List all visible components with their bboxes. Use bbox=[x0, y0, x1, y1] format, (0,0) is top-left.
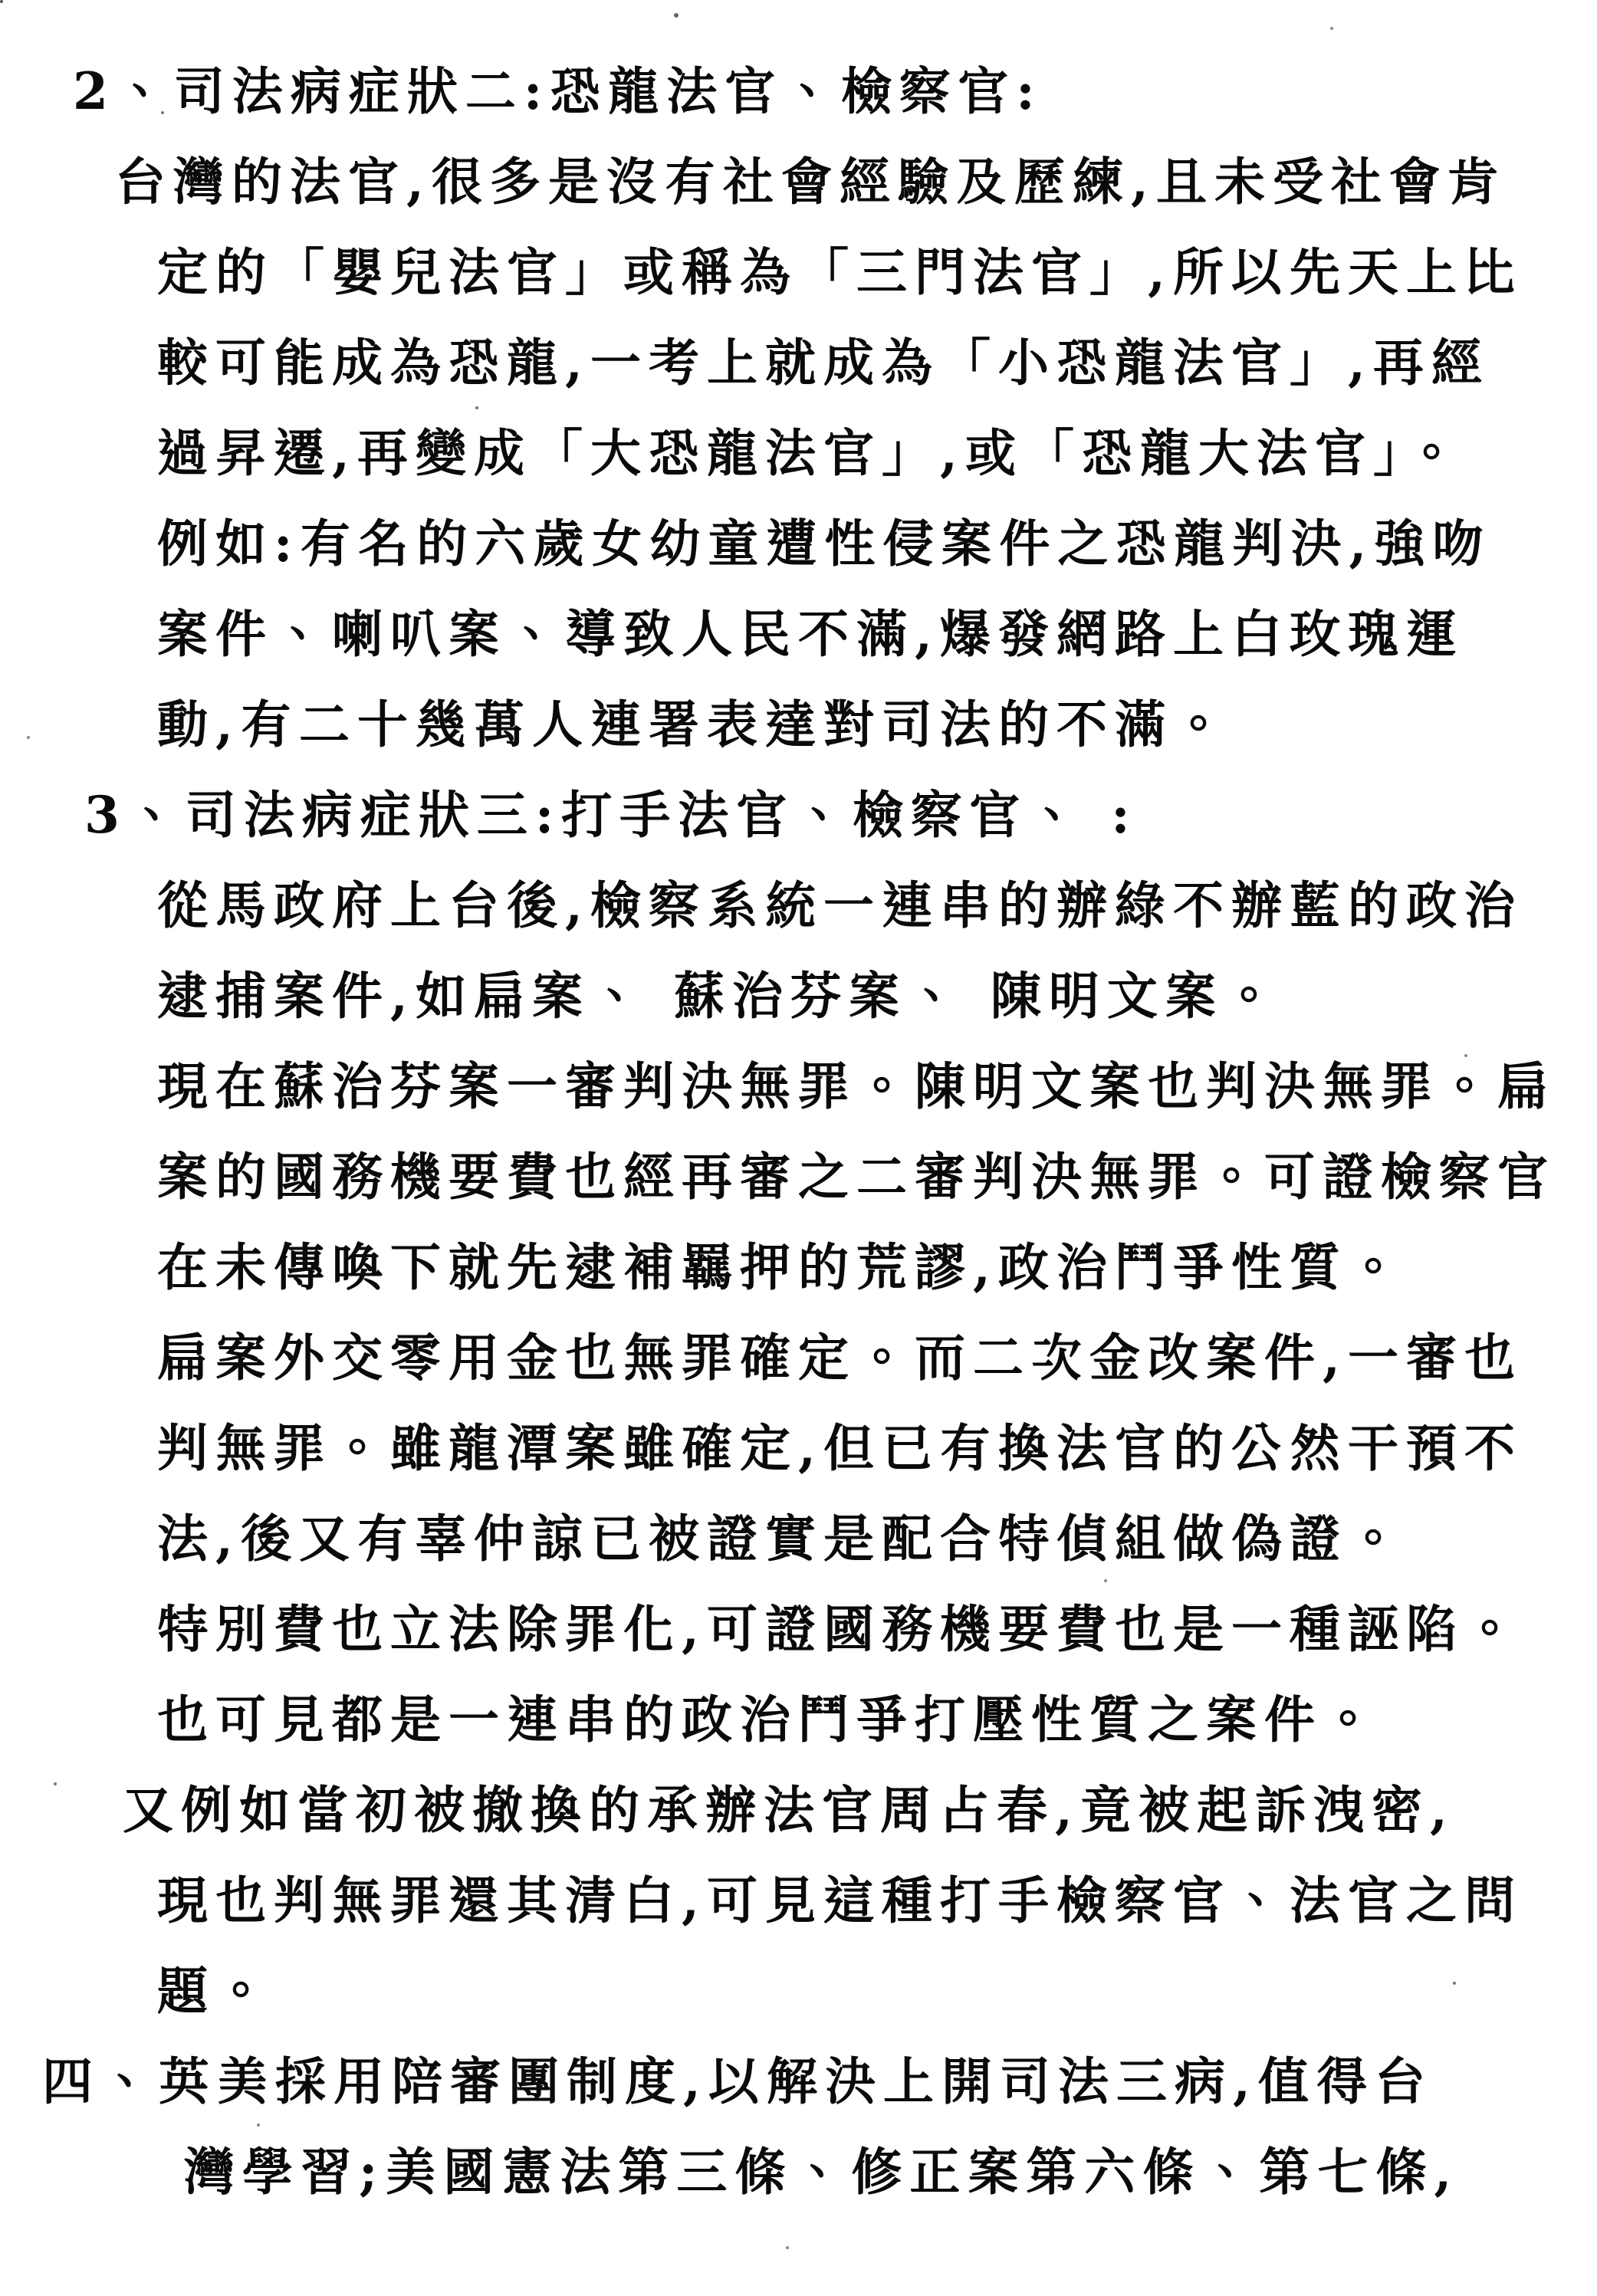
document-text-block bbox=[0, 46, 1597, 2217]
text-line: 特別費也立法除罪化,可證國務機要費也是一種誣陷。 bbox=[157, 1599, 1523, 1659]
heading-item-2: 2、司法病症狀二:恐龍法官、檢察官: bbox=[73, 61, 1043, 121]
text-line: 又例如當初被撤換的承辦法官周占春,竟被起訴洩密, bbox=[123, 1780, 1455, 1840]
text-line: 例如:有名的六歲女幼童遭性侵案件之恐龍判決,強吻 bbox=[157, 514, 1491, 573]
text-line: 台灣的法官,很多是沒有社會經驗及歷練,且未受社會肯 bbox=[115, 152, 1506, 212]
text-line: 現在蘇治芬案一審判決無罪。陳明文案也判決無罪。扁 bbox=[157, 1056, 1556, 1116]
text-line: 案件、喇叭案、導致人民不滿,爆發網路上白玫瑰運 bbox=[157, 604, 1464, 664]
text-line: 也可見都是一連串的政治鬥爭打壓性質之案件。 bbox=[157, 1690, 1381, 1749]
text-line: 在未傳喚下就先逮補羈押的荒謬,政治鬥爭性質。 bbox=[157, 1237, 1406, 1297]
scan-noise-specks bbox=[0, 0, 3, 3]
text-line: 扁案外交零用金也無罪確定。而二次金改案件,一審也 bbox=[157, 1328, 1523, 1388]
text-line: 法,後又有辜仲諒已被證實是配合特偵組做偽證。 bbox=[157, 1509, 1406, 1568]
heading-item-3: 3、司法病症狀三:打手法官、檢察官、 : bbox=[84, 785, 1138, 845]
text-line: 逮捕案件,如扁案、 蘇治芬案、 陳明文案。 bbox=[157, 966, 1282, 1026]
text-line: 題。 bbox=[157, 1961, 274, 2021]
heading-item-4: 四、英美採用陪審團制度,以解決上開司法三病,值得台 bbox=[42, 2051, 1433, 2111]
text-line: 過昇遷,再變成「大恐龍法官」,或「恐龍大法官」。 bbox=[157, 423, 1464, 483]
text-line: 案的國務機要費也經再審之二審判決無罪。可證檢察官 bbox=[157, 1147, 1556, 1207]
text-line: 動,有二十幾萬人連署表達對司法的不滿。 bbox=[157, 695, 1231, 754]
text-line: 判無罪。雖龍潭案雖確定,但已有換法官的公然干預不 bbox=[157, 1418, 1523, 1478]
text-line: 灣學習;美國憲法第三條、修正案第六條、第七條, bbox=[184, 2142, 1460, 2202]
text-line: 從馬政府上台後,檢察系統一連串的辦綠不辦藍的政治 bbox=[157, 875, 1523, 935]
text-line: 現也判無罪還其清白,可見這種打手檢察官、法官之問 bbox=[157, 1871, 1523, 1930]
text-line: 定的「嬰兒法官」或稱為「三門法官」,所以先天上比 bbox=[157, 242, 1523, 302]
text-line: 較可能成為恐龍,一考上就成為「小恐龍法官」,再經 bbox=[157, 333, 1490, 393]
